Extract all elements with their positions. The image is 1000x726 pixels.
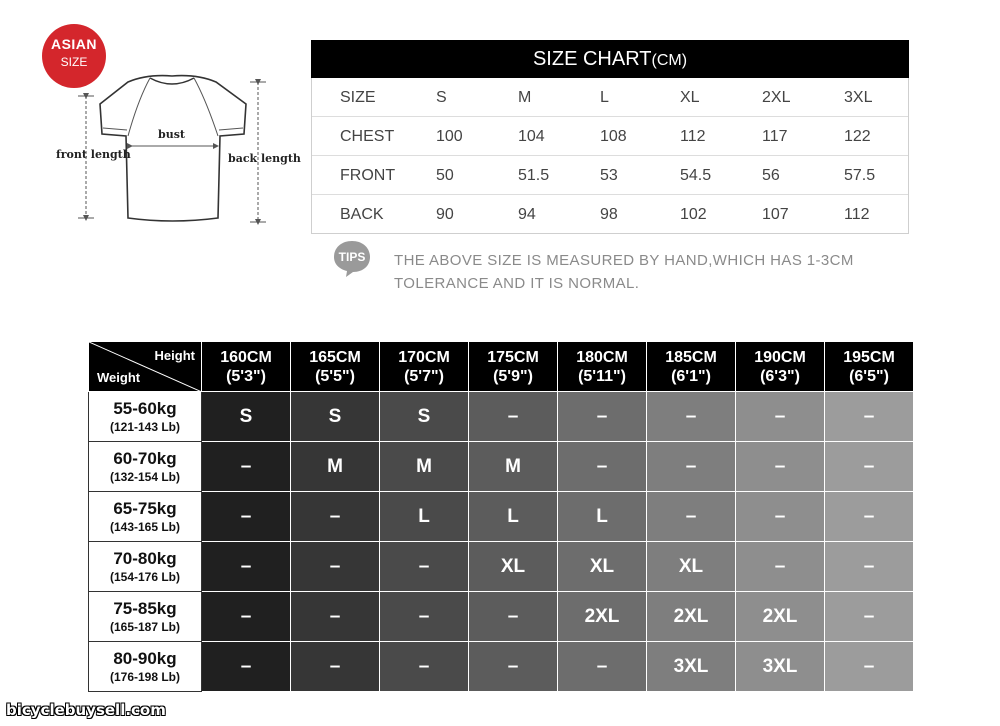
weight-kg: 65-75kg: [113, 499, 177, 518]
bust-label: bust: [158, 128, 185, 141]
size-cell: –: [202, 642, 291, 692]
size-cell: –: [647, 442, 736, 492]
size-cell: M: [469, 442, 558, 492]
height-ft: (5'7"): [404, 367, 444, 385]
height-ft: (5'3"): [226, 367, 266, 385]
size-cell: –: [736, 392, 825, 442]
weight-row: [89, 592, 914, 642]
weight-range-cell: [89, 592, 202, 642]
size-cell: –: [202, 542, 291, 592]
size-cell: –: [825, 642, 914, 692]
size-cell: –: [469, 392, 558, 442]
size-chart-row: [312, 155, 908, 194]
tips-icon: [332, 238, 372, 278]
weight-row: [89, 392, 914, 442]
size-cell: –: [291, 492, 380, 542]
size-cell: 3XL: [736, 642, 825, 692]
size-cell: 2XL: [558, 592, 647, 642]
weight-row: [89, 492, 914, 542]
svg-text:TIPS: TIPS: [338, 250, 366, 264]
size-cell: –: [291, 542, 380, 592]
weight-kg: 80-90kg: [113, 649, 177, 668]
size-cell: –: [469, 642, 558, 692]
size-cell: –: [825, 442, 914, 492]
weight-range-cell: [89, 542, 202, 592]
height-ft: (5'9"): [493, 367, 533, 385]
height-ft: (6'3"): [760, 367, 800, 385]
size-cell: L: [380, 492, 469, 542]
size-cell: –: [291, 642, 380, 692]
height-header-cell: [736, 342, 825, 392]
size-cell: –: [825, 392, 914, 442]
weight-row: [89, 542, 914, 592]
size-chart-cell: 90: [436, 206, 454, 223]
size-chart-cell: M: [518, 89, 532, 106]
height-ft: (5'5"): [315, 367, 355, 385]
height-header-cell: [558, 342, 647, 392]
height-weight-corner: [89, 342, 202, 392]
weight-row: [89, 642, 914, 692]
size-chart-cell: 107: [762, 206, 789, 223]
size-chart-cell: 108: [600, 128, 627, 145]
size-chart-body: [311, 78, 909, 234]
size-chart-cell: 3XL: [844, 89, 873, 106]
size-cell: –: [291, 592, 380, 642]
size-chart-cell: 98: [600, 206, 618, 223]
height-cm: 185CM: [665, 348, 717, 366]
size-cell: M: [380, 442, 469, 492]
size-chart-cell: XL: [680, 89, 700, 106]
size-cell: –: [202, 442, 291, 492]
height-cm: 165CM: [309, 348, 361, 366]
weight-lb: (143-165 Lb): [109, 520, 181, 534]
height-header-cell: [647, 342, 736, 392]
height-cm: 175CM: [487, 348, 539, 366]
size-chart-title: SIZE CHART(CM): [311, 40, 909, 78]
size-chart-row: [312, 116, 908, 155]
size-chart-cell: L: [600, 89, 609, 106]
size-cell: –: [825, 542, 914, 592]
size-chart-row-label: FRONT: [340, 167, 396, 184]
size-cell: –: [647, 492, 736, 542]
size-chart-cell: 100: [436, 128, 463, 145]
height-header-cell: [469, 342, 558, 392]
height-cm: 195CM: [843, 348, 895, 366]
size-cell: –: [202, 492, 291, 542]
size-chart-header-row: [312, 78, 908, 116]
weight-row: [89, 442, 914, 492]
size-chart-cell: 117: [762, 128, 788, 145]
size-cell: –: [825, 492, 914, 542]
size-cell: –: [736, 542, 825, 592]
tips-line2: TOLERANCE AND IT IS NORMAL.: [394, 275, 640, 292]
weight-lb: (176-198 Lb): [109, 670, 181, 684]
weight-lb: (121-143 Lb): [109, 420, 181, 434]
height-header-cell: [291, 342, 380, 392]
size-chart: [311, 40, 909, 234]
size-cell: 2XL: [736, 592, 825, 642]
size-cell: –: [558, 442, 647, 492]
size-chart-cell: 104: [518, 128, 545, 145]
weight-range-cell: [89, 442, 202, 492]
weight-range-cell: [89, 642, 202, 692]
size-cell: –: [736, 442, 825, 492]
size-chart-cell: 112: [680, 128, 706, 145]
size-cell: –: [380, 642, 469, 692]
height-cm: 160CM: [220, 348, 272, 366]
size-cell: –: [558, 642, 647, 692]
size-cell: –: [469, 592, 558, 642]
size-cell: L: [469, 492, 558, 542]
height-cm: 190CM: [754, 348, 806, 366]
size-cell: S: [291, 392, 380, 442]
badge-line2: SIZE: [60, 55, 88, 69]
height-header-cell: [380, 342, 469, 392]
height-header-cell: [825, 342, 914, 392]
back-length-label: back length: [228, 152, 301, 165]
weight-range-cell: [89, 392, 202, 442]
size-cell: XL: [647, 542, 736, 592]
size-chart-cell: 50: [436, 167, 454, 184]
tips-line1: THE ABOVE SIZE IS MEASURED BY HAND,WHICH HAS 1-3CM: [394, 252, 854, 269]
height-ft: (6'5"): [849, 367, 889, 385]
size-cell: S: [380, 392, 469, 442]
watermark: bicyclebuysell.com: [6, 701, 166, 719]
size-cell: –: [825, 592, 914, 642]
size-chart-cell: 51.5: [518, 167, 550, 184]
size-chart-cell: 2XL: [762, 89, 791, 106]
size-cell: M: [291, 442, 380, 492]
size-chart-cell: 122: [844, 128, 871, 145]
size-cell: S: [202, 392, 291, 442]
size-cell: –: [647, 392, 736, 442]
weight-kg: 60-70kg: [113, 449, 177, 468]
size-cell: 2XL: [647, 592, 736, 642]
weight-lb: (165-187 Lb): [109, 620, 181, 634]
size-chart-cell: 94: [518, 206, 536, 223]
weight-range-cell: [89, 492, 202, 542]
size-chart-cell: S: [436, 89, 447, 106]
size-chart-cell: 54.5: [680, 167, 712, 184]
size-cell: XL: [558, 542, 647, 592]
height-cm: 180CM: [576, 348, 628, 366]
size-cell: –: [380, 592, 469, 642]
size-chart-row: [312, 194, 908, 233]
size-chart-cell: 53: [600, 167, 618, 184]
weight-kg: 70-80kg: [113, 549, 177, 568]
weight-kg: 55-60kg: [113, 399, 177, 418]
corner-weight-label: Weight: [97, 370, 141, 385]
size-chart-cell: 112: [844, 206, 870, 223]
size-cell: L: [558, 492, 647, 542]
size-cell: –: [558, 392, 647, 442]
height-header-cell: [202, 342, 291, 392]
size-chart-cell: 57.5: [844, 167, 876, 184]
weight-lb: (154-176 Lb): [109, 570, 181, 584]
size-chart-row-label: CHEST: [340, 128, 395, 145]
height-ft: (6'1"): [671, 367, 711, 385]
weight-kg: 75-85kg: [113, 599, 177, 618]
height-ft: (5'11"): [578, 367, 626, 385]
badge-line1: ASIAN: [50, 36, 98, 52]
front-length-label: front length: [56, 148, 131, 161]
jersey-diagram: [50, 70, 310, 240]
size-chart-cell: 56: [762, 167, 780, 184]
size-chart-row-label: BACK: [340, 206, 384, 223]
corner-height-label: Height: [154, 348, 195, 363]
height-cm: 170CM: [398, 348, 450, 366]
size-chart-row-label: SIZE: [340, 89, 376, 106]
height-header-row: [89, 342, 914, 392]
size-cell: XL: [469, 542, 558, 592]
size-cell: –: [736, 492, 825, 542]
size-conversion-table: [88, 341, 914, 692]
size-cell: 3XL: [647, 642, 736, 692]
size-chart-cell: 102: [680, 206, 707, 223]
size-cell: –: [380, 542, 469, 592]
size-cell: –: [202, 592, 291, 642]
tips-text: [394, 249, 854, 295]
weight-lb: (132-154 Lb): [109, 470, 181, 484]
